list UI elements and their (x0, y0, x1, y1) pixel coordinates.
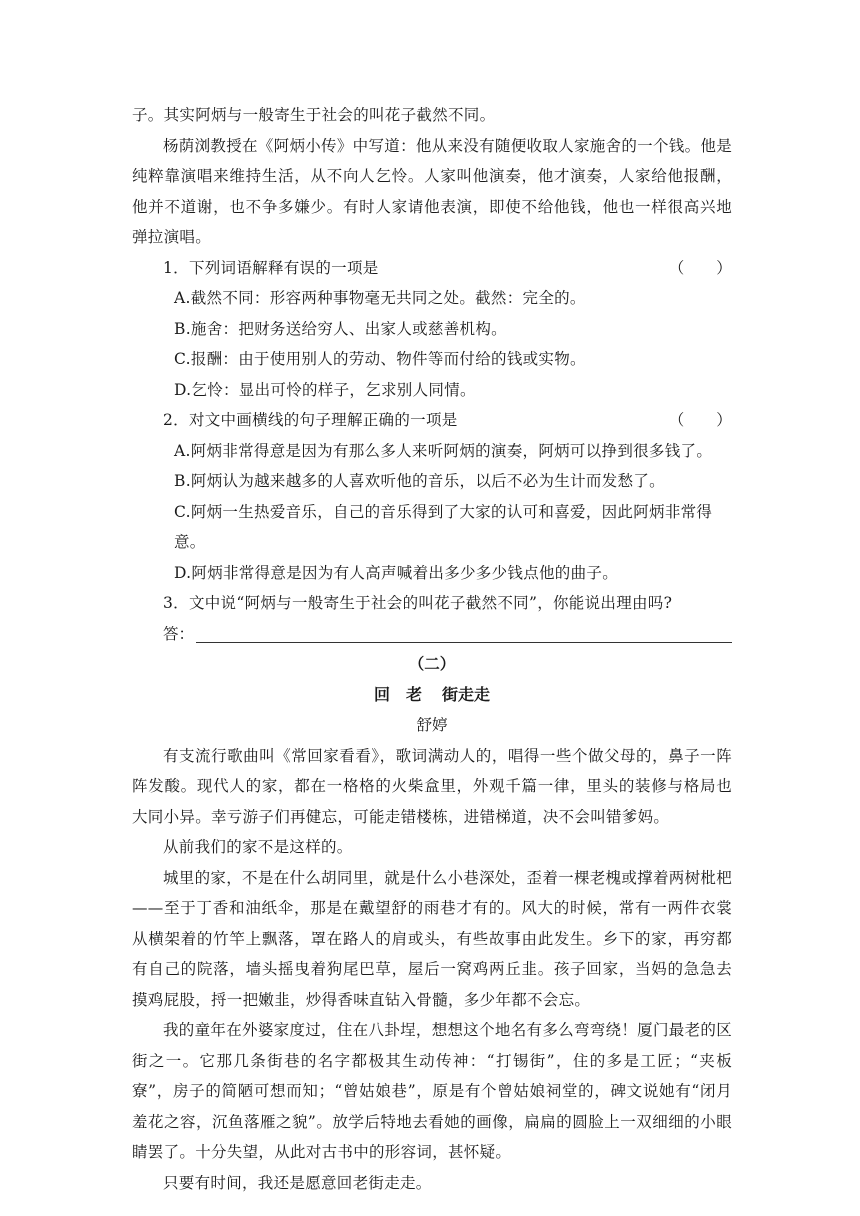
passage-two-paragraph-3: 城里的家，不是在什么胡同里，就是什么小巷深处，歪着一棵老槐或撑着两树枇杷——至于丁香和油纸伞，那是在戴望舒的雨巷才有的。风大的时候，常有一两件衣裳从横架着的竹竿上飘落，罩在路人的肩或头，有些故事由此发生。乡下的家，再穷都有自己的院落，墙头摇曳着狗尾巴草，屋后一窝鸡两丘韭。孩子回家，当妈的急急去摸鸡屁股，捋一把嫩韭，炒得香味直钻入骨髓，多少年都不会忘。 (132, 868, 732, 1009)
answer-rule (196, 622, 732, 643)
question-2-option-d: D.阿炳非常得意是因为有人高声喊着出多少多少钱点他的曲子。 (174, 563, 619, 582)
answer-label: 答： (163, 624, 195, 643)
page-content (132, 100, 732, 1198)
article-title-part-2: 街走走 (442, 684, 491, 704)
question-1-stem (132, 253, 732, 284)
question-1-option-d: D.乞怜：显出可怜的样子，乞求别人同情。 (174, 380, 476, 399)
question-3-stem (132, 588, 732, 619)
passage-two-paragraph-2: 从前我们的家不是这样的。 (163, 838, 353, 856)
question-2-option-a: A.阿炳非常得意是因为有那么多人来听阿炳的演奏，阿炳可以挣到很多钱了。 (174, 441, 713, 460)
passage-two-paragraph-5: 只要有时间，我还是愿意回老街走走。 (163, 1173, 432, 1192)
question-2-option-c: C.阿炳一生热爱音乐，自己的音乐得到了大家的认可和喜爱，因此阿炳非常得意。 (174, 502, 713, 551)
passage-one-paragraph-tail: 子。其实阿炳与一般寄生于社会的叫花子截然不同。 (132, 106, 496, 124)
question-3-answer-line[interactable] (132, 619, 732, 650)
article-author: 舒婷 (416, 716, 448, 734)
question-1-answer-paren: （ ） (668, 258, 732, 277)
question-1-option-c: C.报酬：由于使用别人的劳动、物件等而付给的钱或实物。 (174, 350, 586, 368)
question-2-stem (132, 405, 732, 436)
passage-two-paragraph-1: 有支流行歌曲叫《常回家看看》，歌词满动人的，唱得一些个做父母的，鼻子一阵阵发酸。现代人的家，都在一格格的火柴盒里，外观千篇一律，里头的装修与格局也大同小异。幸亏游子们再健忘，可能走错楼栋，进错梯道，决不会叫错爹妈。 (132, 746, 732, 826)
section-number: （二） (408, 655, 456, 673)
question-1-option-a: A.截然不同：形容两种事物毫无共同之处。截然：完全的。 (174, 289, 586, 307)
article-title-part-1: 回 老 (373, 684, 422, 704)
question-2-option-b: B.阿炳认为越来越多的人喜欢听他的音乐，以后不必为生计而发愁了。 (174, 472, 665, 490)
question-2-text: 2．对文中画横线的句子理解正确的一项是 (163, 411, 458, 429)
article-title (132, 680, 732, 711)
question-1-option-b: B.施舍：把财务送给穷人、出家人或慈善机构。 (174, 319, 507, 338)
question-1-text: 1．下列词语解释有误的一项是 (163, 258, 379, 277)
question-3-text: 3．文中说“阿炳与一般寄生于社会的叫花子截然不同”，你能说出理由吗? (163, 594, 673, 612)
passage-one-paragraph: 杨荫浏教授在《阿炳小传》中写道：他从来没有随便收取人家施舍的一个钱。他是纯粹靠演唱来维持生活，从不向人乞怜。人家叫他演奏，他才演奏，人家给他报酬，他并不道谢，也不争多嫌少。有时人家请他表演，即使不给他钱，他也一样很高兴地弹拉演唱。 (132, 136, 732, 246)
passage-two-paragraph-4: 我的童年在外婆家度过，住在八卦埕，想想这个地名有多么弯弯绕！厦门最老的区街之一。它那几条街巷的名字都极其生动传神：“打锡街”，住的多是工匠；“夹板寮”，房子的简陋可想而知；“曾姑娘巷”，原是有个曾姑娘祠堂的，碑文说她有“闭月羞花之容，沉鱼落雁之貌”。放学后特地去看她的画像，扁扁的圆脸上一双细细的小眼睛罢了。十分失望，从此对古书中的形容词，甚怀疑。 (132, 1021, 732, 1161)
question-2-answer-paren: （ ） (668, 411, 732, 429)
